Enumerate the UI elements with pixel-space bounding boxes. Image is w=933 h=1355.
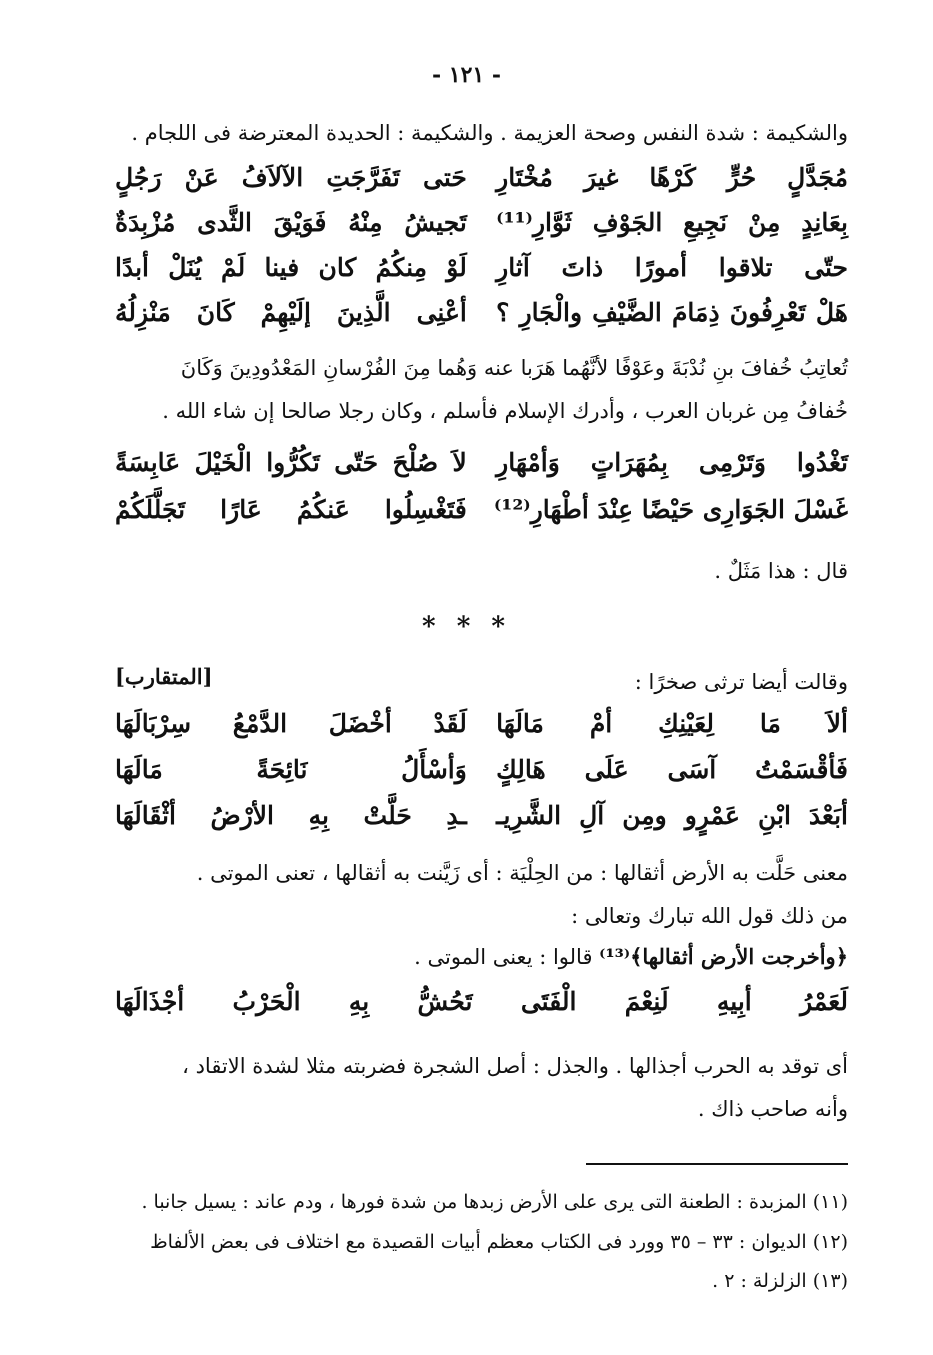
gloss-quran-intro: من ذلك قول الله تبارك وتعالى : [571, 904, 848, 928]
verse-second-hemistich: ـدِ حَلَّتْ بِهِ الأرْضُ أثْقَالَهَا [115, 801, 467, 830]
quran-quote: ﴿وأخرجت الأرض أثقالها﴾⁽¹³⁾ [599, 944, 848, 969]
remark-line: قال : هذا مَثَلٌ . [714, 559, 848, 583]
gloss-jidhl: وأنه صاحب ذاك . [697, 1097, 848, 1121]
gloss-jidhl: أى توقد به الحرب أجذالها . والجذل : أصل الشجرة فضربته مثلا لشدة الاتقاد ، [182, 1054, 848, 1078]
verse-second-hemistich: لَقَدْ أخْضَلَ الدَّمْعُ سِرْبَالَهَا [115, 709, 467, 738]
gloss-meaning: معنى حَلَّت به الأرض أثقالها : من الحِلْيَة : أى زَيَّنت به أثقالها ، تعنى الموتى . [196, 861, 848, 885]
verse-first-hemistich: فَأقْسَمْتُ آسَى عَلَى هَالِكٍ [496, 755, 848, 784]
verse-line [115, 248, 848, 288]
verse-line [115, 750, 848, 790]
verse-second-hemistich: أعْنِى الَّذِينَ إلَيْهِمْ كَانَ مَنْزِلُهُ [115, 298, 467, 327]
single-verse-line: لَعَمْرُ أبِيهِ لَنِعْمَ الْفَتَى تَحُشُّ بِهِ الْحَرْبُ أجْذَالَهَا [115, 987, 848, 1016]
verse-second-hemistich: فَتَغْسِلُوا عَنكُمُ عَارًا تَجَلَّلَكُمْ [115, 495, 467, 524]
footnote: (١٣) الزلزلة : ٢ . [712, 1270, 848, 1292]
verse-first-hemistich: تَغْدُوا وَتَرْمِى بِمُهَرَاتٍ وَأمْهَارِ [496, 448, 848, 477]
verse-first-hemistich: غَسْلَ الجَوَارِى حَيْضًا عِنْدَ أطْهَارِ⁽¹²⁾ [493, 495, 848, 524]
verse-first-hemistich: أبَعْدَ ابْنِ عَمْرٍو ومِن آلِ الشَّرِيـ [496, 801, 848, 830]
verse-line [115, 203, 848, 243]
verse-first-hemistich: ألاَ مَا لِعَيْنِكِ أمْ مَالَهَا [496, 709, 848, 738]
footnote: (١٢) الديوان : ٣٣ – ٣٥ وورد فى الكتاب معظم أبيات القصيدة مع اختلاف فى بعض الألفاظ [150, 1231, 848, 1253]
verse-first-hemistich: هَلْ تَعْرِفُونَ ذِمَامَ الضَّيْفِ والْجَارِ ؟ [496, 298, 848, 327]
verse-first-hemistich: حتّى تلاقوا أمورًا ذاتَ آثارِ [496, 253, 848, 282]
verse-second-hemistich: تَجيشُ مِنْهُ فَوَيْقَ الثَّدى مُزْبِدَةٌ [115, 208, 467, 237]
verse-line [115, 490, 848, 530]
verse-line [115, 704, 848, 744]
footnote: (١١) المزبدة : الطعنة التى يرى على الأرض زبدها من شدة فورها ، ودم عاند : يسيل جانبا . [141, 1191, 848, 1213]
verse-second-hemistich: لاَ صُلْحَ حَتّى تَكُرُّوا الْخَيْلَ عَابِسَةً [115, 448, 467, 477]
prose-paragraph-line: خُفافُ مِن غربان العرب ، وأدرك الإسلام فأسلم ، وكان رجلا صالحا إن شاء الله . [162, 399, 848, 423]
page-number: - ١٢١ - [431, 62, 502, 88]
gloss-shakima: والشكيمة : شدة النفس وصحة العزيمة . والشكيمة : الحديدة المعترضة فى اللجام . [131, 121, 848, 145]
quran-quote-line [115, 941, 848, 973]
verse-first-hemistich: بِعَانِدٍ مِنْ نَجِيعِ الجَوْفِ ثَوَّارِ⁽¹¹⁾ [496, 208, 848, 237]
verse-second-hemistich: لَوْ مِنكُمُ كان فينا لَمْ يُنَلْ أبدًا [115, 253, 467, 282]
verse-second-hemistich: حَتى تَفَرَّجَتِ الآلاَفُ عَنْ رَجُلٍ [115, 163, 467, 192]
prose-paragraph-line: تُعاتِبُ خُفافَ بنِ نُدْبَةَ وعَوْفًا لأنَّهُما هَرَبا عنه وَهُما مِنَ الفُرْسانِ المَعْدُودِينَ وَكَانَ [180, 356, 848, 380]
verse-line [115, 443, 848, 483]
meter-label: [المتقارب] [115, 664, 213, 689]
verse-line [115, 293, 848, 333]
verse-second-hemistich: وَأسْأَلُ نَائِحَةً مَالَهَا [115, 755, 467, 784]
quran-gloss: قالوا : يعنى الموتى . [414, 945, 593, 969]
elegy-intro: وقالت أيضا ترثى صخرًا : [634, 670, 848, 694]
verse-first-hemistich: مُجَدَّلٍ حُرٍّ كَرْهًا غيرَ مُخْتَارِ [496, 163, 848, 192]
footnote-separator [586, 1163, 848, 1165]
section-break: * * * [422, 612, 511, 642]
verse-line [115, 158, 848, 198]
verse-line [115, 796, 848, 836]
